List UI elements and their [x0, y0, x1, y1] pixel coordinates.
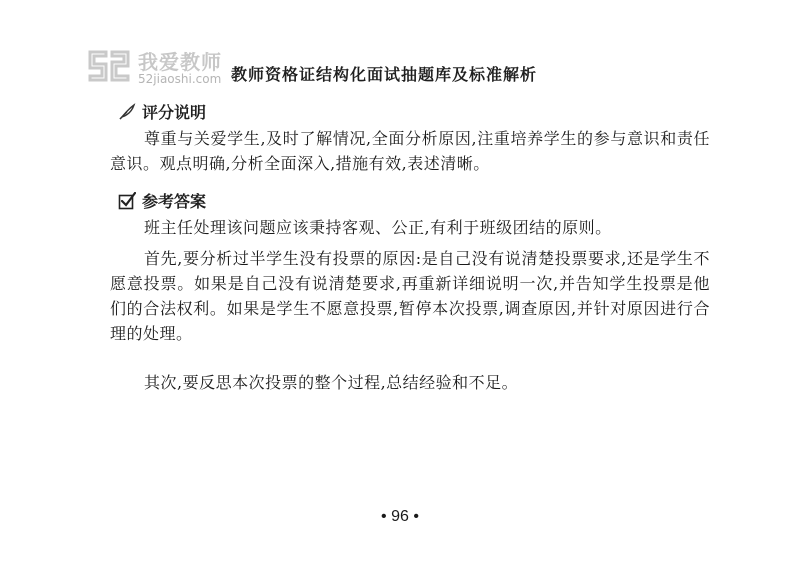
answer-paragraph-1: 班主任处理该问题应该秉持客观、公正,有利于班级团结的原则。	[144, 218, 612, 237]
scoring-heading	[118, 100, 206, 123]
logo-mark-icon	[86, 46, 134, 86]
scoring-text: 尊重与关爱学生,及时了解情况,全面分析原因,注重培养学生的参与意识和责任意识。观点明确,分析全面深入,措施有效,表述清晰。	[110, 129, 710, 173]
feather-pen-icon	[118, 103, 136, 121]
checkbox-checked-icon	[118, 192, 136, 210]
answer-heading	[118, 189, 206, 212]
logo-url: 52jiaoshi.com	[138, 72, 222, 86]
answer-heading-label: 参考答案	[142, 192, 207, 211]
answer-paragraph-2: 首先,要分析过半学生没有投票的原因:是自己没有说清楚投票要求,还是学生不愿意投票。如果是自己没有说清楚要求,再重新详细说明一次,并告知学生投票是他们的合法权利。如果是学生不愿意投票,暂停本次投票,调查原因,并针对原因进行合理的处理。	[110, 249, 710, 343]
site-logo	[86, 44, 226, 92]
logo-title: 我爱教师	[138, 50, 222, 74]
answer-paragraph-3: 其次,要反思本次投票的整个过程,总结经验和不足。	[144, 373, 519, 392]
scoring-heading-label: 评分说明	[142, 103, 207, 122]
book-title: 教师资格证结构化面试抽题库及标准解析	[231, 65, 538, 84]
page-number: • 96 •	[381, 508, 419, 525]
